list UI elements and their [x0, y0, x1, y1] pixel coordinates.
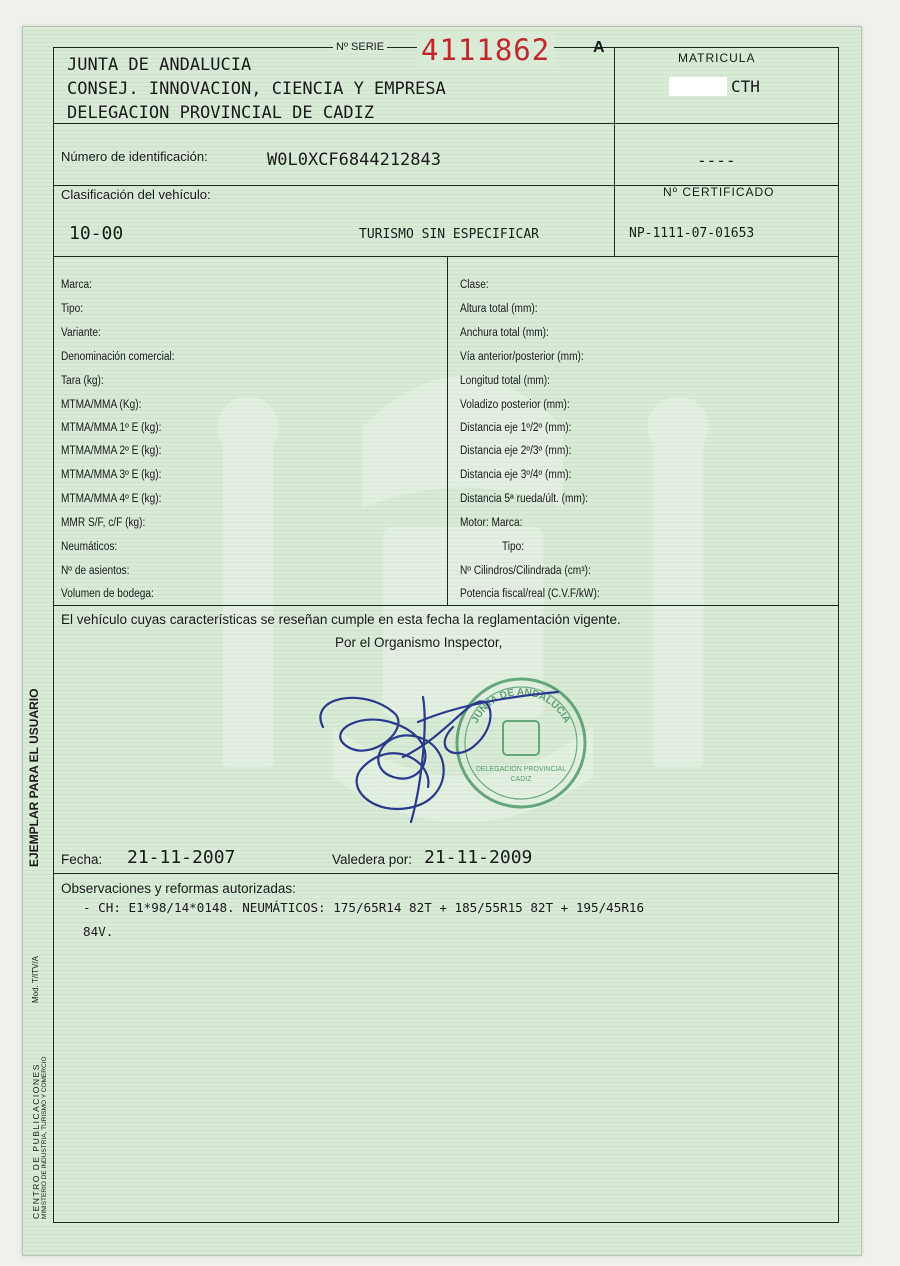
divider	[53, 605, 839, 606]
spec-label: MTMA/MMA 3º E (kg):	[61, 469, 162, 481]
clasificacion-code: 10-00	[69, 223, 124, 244]
signature	[303, 667, 563, 837]
spec-label: Tipo:	[502, 541, 525, 553]
spec-label: MMR S/F, c/F (kg):	[61, 517, 146, 529]
spec-label: MTMA/MMA 2º E (kg):	[61, 445, 162, 457]
mod-label: Mod. T/ITV/A	[31, 956, 40, 1003]
spec-label: Anchura total (mm):	[460, 327, 549, 339]
serie-letter: A	[593, 39, 605, 56]
header-line-2: CONSEJ. INNOVACION, CIENCIA Y EMPRESA	[67, 79, 446, 99]
organismo-label: Por el Organismo Inspector,	[335, 635, 503, 650]
spec-label: MTMA/MMA (Kg):	[61, 399, 142, 411]
spec-label: MTMA/MMA 1º E (kg):	[61, 422, 162, 434]
centro-publicaciones-label: CENTRO DE PUBLICACIONES	[31, 1063, 41, 1219]
spec-label: Potencia fiscal/real (C.V.F/kW):	[460, 588, 600, 600]
spec-label: Tipo:	[61, 303, 84, 315]
spec-label: Distancia eje 1º/2º (mm):	[460, 422, 572, 434]
valedera-label: Valedera por:	[332, 852, 413, 867]
clasificacion-label: Clasificación del vehículo:	[61, 187, 211, 202]
stamp-bottom-text: DELEGACIÓN PROVINCIAL	[475, 766, 567, 773]
spec-label: Voladizo posterior (mm):	[460, 399, 570, 411]
observaciones-label: Observaciones y reformas autorizadas:	[61, 881, 296, 896]
valedera-value: 21-11-2009	[424, 847, 533, 868]
header-line-3: DELEGACION PROVINCIAL DE CADIZ	[67, 103, 375, 123]
divider	[614, 47, 615, 257]
ministerio-label: MINISTERIO DE INDUSTRIA, TURISMO Y COMERCIO	[41, 1056, 48, 1219]
spec-label: Distancia 5ª rueda/últ. (mm):	[460, 493, 589, 505]
spec-label: Marca:	[61, 279, 92, 291]
certificado-label: Nº CERTIFICADO	[663, 185, 775, 199]
matricula-second-value: ----	[697, 151, 736, 170]
spec-label: Altura total (mm):	[460, 303, 538, 315]
ejemplar-usuario-label: EJEMPLAR PARA EL USUARIO	[27, 688, 41, 867]
spec-label: Distancia eje 3º/4º (mm):	[460, 469, 572, 481]
spec-label: Clase:	[460, 279, 489, 291]
observaciones-line-1: - CH: E1*98/14*0148. NEUMÁTICOS: 175/65R14 82T + 185/55R15 82T + 195/45R16	[83, 900, 645, 915]
spec-label: Distancia eje 2º/3º (mm):	[460, 445, 572, 457]
serie-number: 4111862	[417, 33, 554, 67]
divider	[53, 873, 839, 874]
certification-statement: El vehículo cuyas características se reseñan cumple en esta fecha la reglamentación vigente.	[61, 612, 621, 627]
stamp-city: CADIZ	[510, 776, 532, 783]
divider	[447, 256, 448, 605]
spec-label: Longitud total (mm):	[460, 375, 550, 387]
document-paper	[22, 26, 862, 1256]
spec-label: Nº de asientos:	[61, 565, 130, 577]
spec-label: MTMA/MMA 4º E (kg):	[61, 493, 162, 505]
matricula-value: CTH	[731, 77, 760, 96]
clasificacion-description: TURISMO SIN ESPECIFICAR	[359, 227, 540, 242]
spec-label: Tara (kg):	[61, 375, 104, 387]
spec-label: Neumáticos:	[61, 541, 118, 553]
spec-label: Denominación comercial:	[61, 351, 175, 363]
fecha-label: Fecha:	[61, 852, 103, 867]
serie-label: Nº SERIE	[333, 41, 387, 53]
spec-label: Volumen de bodega:	[61, 588, 154, 600]
header-line-1: JUNTA DE ANDALUCIA	[67, 55, 252, 75]
spec-label: Vía anterior/posterior (mm):	[460, 351, 584, 363]
matricula-label: MATRICULA	[678, 51, 756, 65]
observaciones-line-2: 84V.	[83, 924, 114, 939]
stamp-top-text: JUNTA DE ANDALUCIA	[469, 686, 573, 726]
spec-label: Variante:	[61, 327, 101, 339]
divider	[53, 256, 839, 257]
fecha-value: 21-11-2007	[127, 847, 236, 868]
identificacion-label: Número de identificación:	[61, 149, 208, 164]
certificado-value: NP-1111-07-01653	[629, 226, 755, 241]
identificacion-value: W0L0XCF6844212843	[267, 150, 441, 170]
spec-label: Nº Cilindros/Cilindrada (cm³):	[460, 565, 591, 577]
divider	[53, 123, 839, 124]
spec-label: Motor: Marca:	[460, 517, 523, 529]
matricula-redaction	[669, 77, 727, 96]
